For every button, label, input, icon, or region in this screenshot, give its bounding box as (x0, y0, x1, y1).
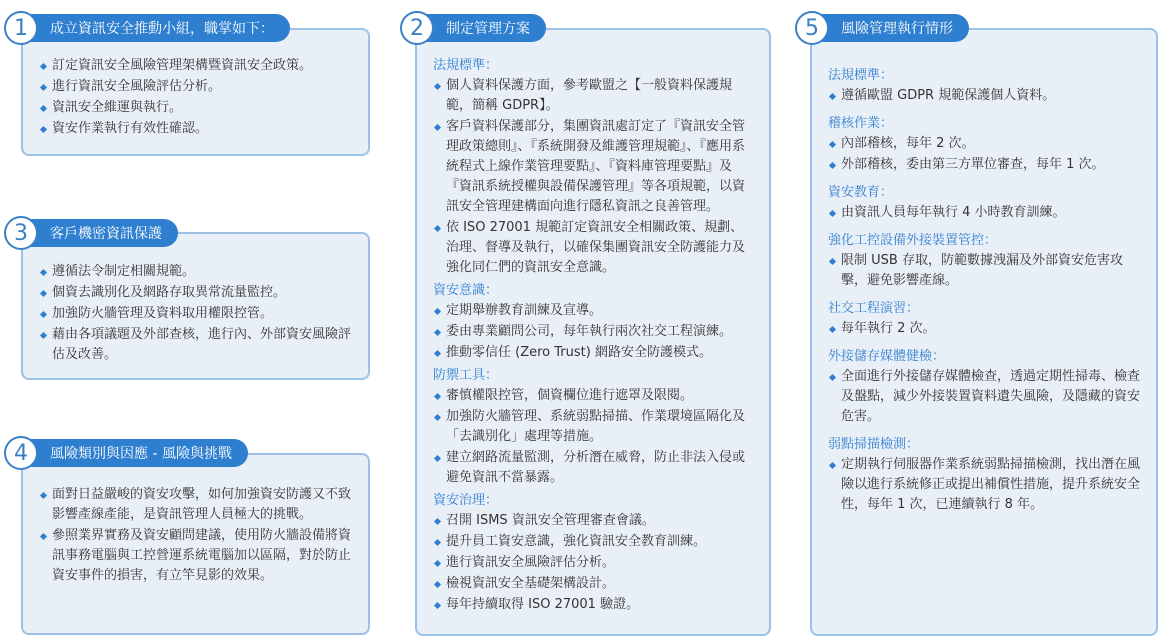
card-3-box (21, 232, 370, 380)
list-item: 訂定資訊安全風險管理架構暨資訊安全政策。 (39, 56, 354, 76)
card-4-header (4, 439, 248, 467)
section-list (828, 134, 1142, 175)
card-1-number-badge: 1 (4, 11, 38, 45)
section-list (828, 455, 1142, 515)
card-4-number-badge: 4 (4, 436, 38, 470)
list-item: 外部稽核，委由第三方單位審查，每年 1 次。 (828, 155, 1142, 175)
card-3-title: 客戶機密資訊保護 (28, 219, 178, 247)
section-heading: 法規標準： (828, 68, 894, 83)
card-1-header (4, 14, 290, 42)
section-heading: 資安教育： (828, 185, 894, 200)
card-1-box (21, 28, 370, 156)
card-2-box (415, 28, 771, 636)
list-item: 資安作業執行有效性確認。 (39, 119, 354, 139)
list-item: 定期舉辦教育訓練及宣導。 (433, 301, 755, 321)
list-item: 每年執行 2 次。 (828, 319, 1142, 339)
list-item: 依 ISO 27001 規範訂定資訊安全相關政策、規劃、治理、督導及執行，以確保集團資訊安全防護能力及強化同仁們的資訊安全意識。 (433, 218, 755, 278)
section-heading: 社交工程演習： (828, 301, 920, 316)
section-list (828, 367, 1142, 427)
list-item: 加強防火牆管理及資料取用權限控管。 (39, 304, 354, 324)
list-item: 面對日益嚴峻的資安攻擊，如何加強資安防護又不致影響產線產能，是資訊管理人員極大的挑戰。 (39, 485, 354, 525)
list-item: 進行資訊安全風險評估分析。 (433, 553, 755, 573)
list-item: 審慎權限控管，個資欄位進行遮罩及限閱。 (433, 386, 755, 406)
list-item: 遵循歐盟 GDPR 規範保護個人資料。 (828, 86, 1142, 106)
card-5-box (810, 28, 1158, 636)
card-4-box (21, 453, 370, 635)
list-item: 藉由各項議題及外部查核，進行內、外部資安風險評估及改善。 (39, 325, 354, 365)
card-2-header (400, 14, 546, 42)
list-item: 個人資料保護方面，參考歐盟之【一般資料保護規範，簡稱 GDPR】。 (433, 76, 755, 116)
list-item: 參照業界實務及資安顧問建議，使用防火牆設備將資訊事務電腦與工控營運系統電腦加以區隔，對於防止資安事件的損害，有立竿見影的效果。 (39, 526, 354, 586)
card-5-header (795, 14, 969, 42)
card-4-title: 風險類別與因應 - 風險與挑戰 (28, 439, 248, 467)
card-3-number-badge: 3 (4, 216, 38, 250)
card-4-list (39, 485, 354, 586)
section-heading: 外接儲存媒體健檢： (828, 349, 946, 364)
section-list (828, 203, 1142, 223)
list-item: 推動零信任 (Zero Trust) 網路安全防護模式。 (433, 343, 755, 363)
list-item: 客戶資料保護部分，集團資訊處訂定了『資訊安全管理政策總則』、『系統開發及維護管理規範』、『應用系統程式上線作業管理要點』、『資料庫管理要點』及『資訊系統授權與設備保護管理』等各項規範，以資訊安全管理建構面向進行隱私資訊之良善管理。 (433, 117, 755, 217)
section-list (828, 251, 1142, 291)
list-item: 全面進行外接儲存媒體檢查，透過定期性掃毒、檢查及盤點，減少外接裝置資料遺失風險，及隱藏的資安危害。 (828, 367, 1142, 427)
list-item: 召開 ISMS 資訊安全管理審查會議。 (433, 511, 755, 531)
list-item: 進行資訊安全風險評估分析。 (39, 77, 354, 97)
list-item: 檢視資訊安全基礎架構設計。 (433, 574, 755, 594)
section-list (828, 319, 1142, 339)
list-item: 每年持續取得 ISO 27001 驗證。 (433, 595, 755, 615)
section-list (433, 301, 755, 363)
card-3-header (4, 219, 178, 247)
section-heading: 法規標準： (433, 58, 499, 73)
card-3-list (39, 262, 354, 365)
section-list (433, 386, 755, 488)
section-heading: 稽核作業： (828, 116, 894, 131)
list-item: 限制 USB 存取，防範數據洩漏及外部資安危害攻擊，避免影響產線。 (828, 251, 1142, 291)
card-1-title: 成立資訊安全推動小組，職掌如下： (28, 14, 290, 42)
list-item: 委由專業顧問公司，每年執行兩次社交工程演練。 (433, 322, 755, 342)
card-5-title: 風險管理執行情形 (819, 14, 969, 42)
card-2-title: 制定管理方案 (424, 14, 546, 42)
card-2-number-badge: 2 (400, 11, 434, 45)
card-1-list (39, 56, 354, 139)
list-item: 內部稽核，每年 2 次。 (828, 134, 1142, 154)
card-5-number-badge: 5 (795, 11, 829, 45)
section-heading: 資安意識： (433, 283, 499, 298)
section-list (433, 76, 755, 278)
list-item: 加強防火牆管理、系統弱點掃描、作業環境區隔化及「去識別化」處理等措施。 (433, 407, 755, 447)
list-item: 定期執行伺服器作業系統弱點掃描檢測，找出潛在風險以進行系統修正或提出補償性措施，提升系統安全性，每年 1 次，已連續執行 8 年。 (828, 455, 1142, 515)
list-item: 提升員工資安意識，強化資訊安全教育訓練。 (433, 532, 755, 552)
list-item: 個資去識別化及網路存取異常流量監控。 (39, 283, 354, 303)
list-item: 資訊安全維運與執行。 (39, 98, 354, 118)
section-heading: 弱點掃描檢測： (828, 437, 920, 452)
section-heading: 強化工控設備外接裝置管控： (828, 233, 998, 248)
section-list (828, 86, 1142, 106)
list-item: 建立網路流量監測，分析潛在威脅，防止非法入侵或避免資訊不當暴露。 (433, 448, 755, 488)
section-heading: 資安治理： (433, 493, 499, 508)
section-list (433, 511, 755, 615)
list-item: 遵循法令制定相關規範。 (39, 262, 354, 282)
list-item: 由資訊人員每年執行 4 小時教育訓練。 (828, 203, 1142, 223)
section-heading: 防禦工具： (433, 368, 499, 383)
